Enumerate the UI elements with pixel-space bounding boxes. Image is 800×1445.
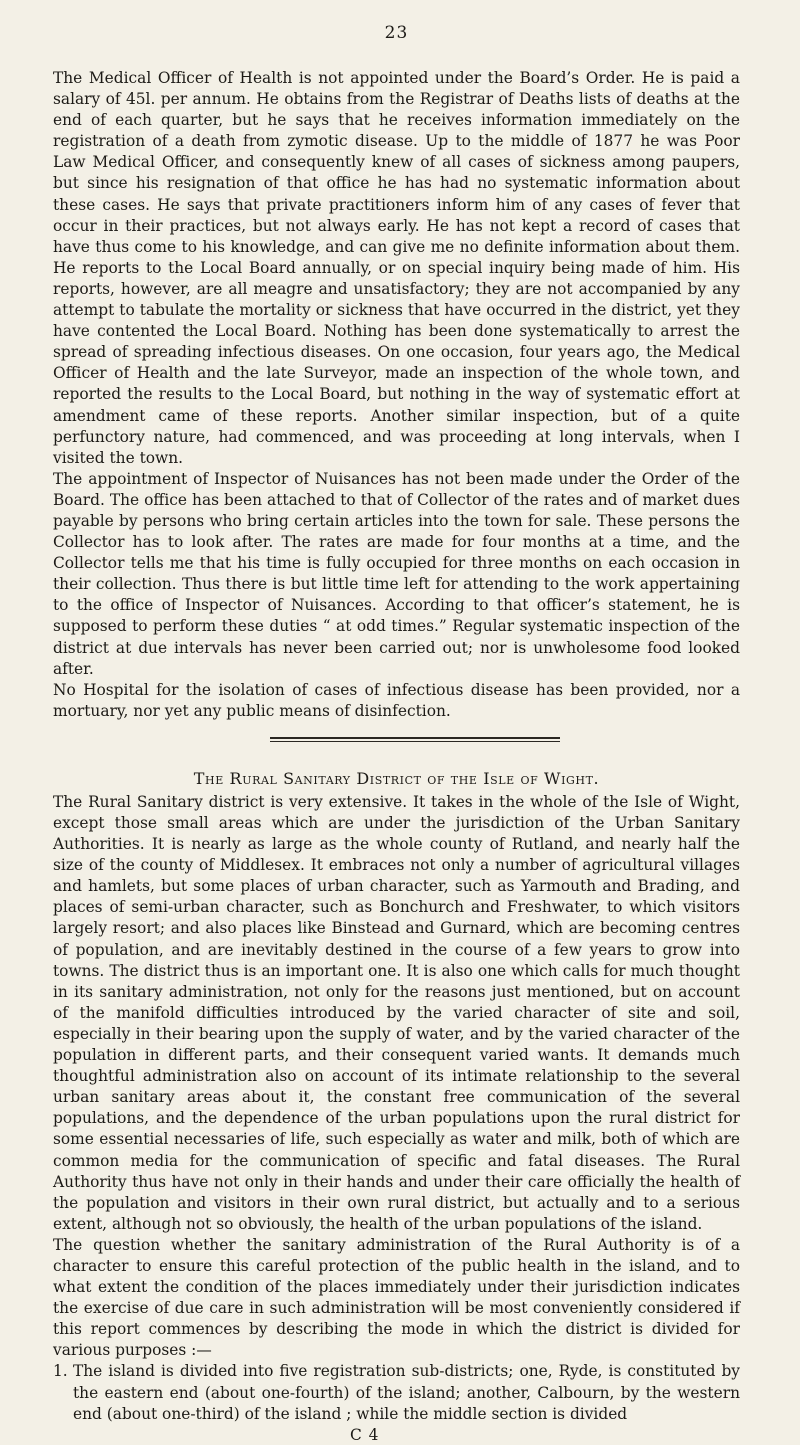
paragraph: The Rural Sanitary district is very extensive. It takes in the whole of the Isle of Wight, except those small areas which are under the jurisdiction of the Urban Sanitary Authorities. It is nearly as large as the whole county of Rutland, and nearly half the size of the county of Middlesex. It embraces not only a number of agricultural villages and hamlets, but some places of urban character, such as Yarmouth and Brading, and places of semi-urban character, such as Bonchurch and Freshwater, to which visitors largely resort; and also places like Binstead and Gurnard, which are becoming centres of population, and are inevitably destined in the course of a few years to grow into towns. The district thus is an important one. It is also one which calls for much thought in its sanitary administration, not only for the reasons just mentioned, but on account of the manifold difficulties introduced by the varied character of site and soil, especially in their bearing upon the supply of water, and by the varied character of the population in different parts, and their consequent varied wants. It demands much thoughtful administration also on account of its intimate relationship to the several urban sanitary areas about it, the constant free communication of the several populations, and the dependence of the urban populations upon the rural district for some essential necessaries of life, such especially as water and milk, both of which are common media for the communication of specific and fatal diseases. The Rural Authority thus have not only in their hands and under their care officially the health of the population and visitors in their own rural district, but actually and to a serious extent, although not so obviously, the health of the urban populations of the island. (53, 792, 740, 1233)
section-rural-district (53, 792, 740, 1425)
paragraph: No Hospital for the isolation of cases of infectious disease has been provided, nor a mortuary, nor yet any public means of disinfection. (53, 680, 740, 720)
signature-mark: C 4 (350, 1425, 380, 1444)
section-heading: The Rural Sanitary District of the Isle of Wight. (193, 768, 600, 788)
section-divider (53, 722, 740, 768)
list-item-number: 1. (53, 1362, 68, 1381)
page-number: 23 (384, 23, 409, 43)
list-item-text: The island is divided into five registration sub-districts; one, Ryde, is constituted by the eastern end (about one-fourth) of the island; another, Calbourn, by the western end (about one-third) of the island ; while the middle section is divided (73, 1362, 740, 1423)
section-medical-officer (53, 68, 740, 722)
paragraph: The appointment of Inspector of Nuisances has not been made under the Order of the Board. The office has been attached to that of Collector of the rates and of market dues payable by persons who bring certain articles into the town for sale. These persons the Collector has to look after. The rates are made for four months at a time, and the Collector tells me that his time is fully occupied for three months on each occasion in their collection. Thus there is but little time left for attending to the work appertaining to the office of Inspector of Nuisances. According to that officer’s statement, he is supposed to perform these duties “ at odd times.” Regular systematic inspection of the district at due intervals has never been carried out; nor is unwholesome food looked after. (53, 469, 740, 678)
list-item (53, 1361, 740, 1424)
paragraph: The Medical Officer of Health is not appointed under the Board’s Order. He is paid a salary of 45l. per annum. He obtains from the Registrar of Deaths lists of deaths at the end of each quarter, but he says that he receives information immediately on the registration of a death from zymotic disease. Up to the middle of 1877 he was Poor Law Medical Officer, and consequently knew of all cases of sickness among paupers, but since his resignation of that office he has had no systematic information about these cases. He says that private practitioners inform him of any cases of fever that occur in their practices, but not always early. He has not kept a record of cases that have thus come to his knowledge, and can give me no definite information about them. He reports to the Local Board annually, or on special inquiry being made of him. His reports, however, are all meagre and unsatisfactory; they are not accompanied by any attempt to tabulate the mortality or sickness that have occurred in the district, yet they have contented the Local Board. Nothing has been done systematically to arrest the spread of spreading infectious diseases. On one occasion, four years ago, the Medical Officer of Health and the late Surveyor, made an inspection of the whole town, and reported the results to the Local Board, but nothing in the way of systematic effort at amendment came of these reports. Another similar inspection, but of a quite perfunctory nature, had commenced, and was proceeding at long intervals, when I visited the town. (53, 69, 740, 467)
paragraph: The question whether the sanitary administration of the Rural Authority is of a character to ensure this careful protection of the public health in the island, and to what extent the condition of the places immediately under their jurisdiction indicates the exercise of due care in such administration will be most conveniently considered if this report commences by describing the mode in which the district is divided for various purposes :— (53, 1235, 740, 1360)
divider-rule (270, 737, 560, 739)
